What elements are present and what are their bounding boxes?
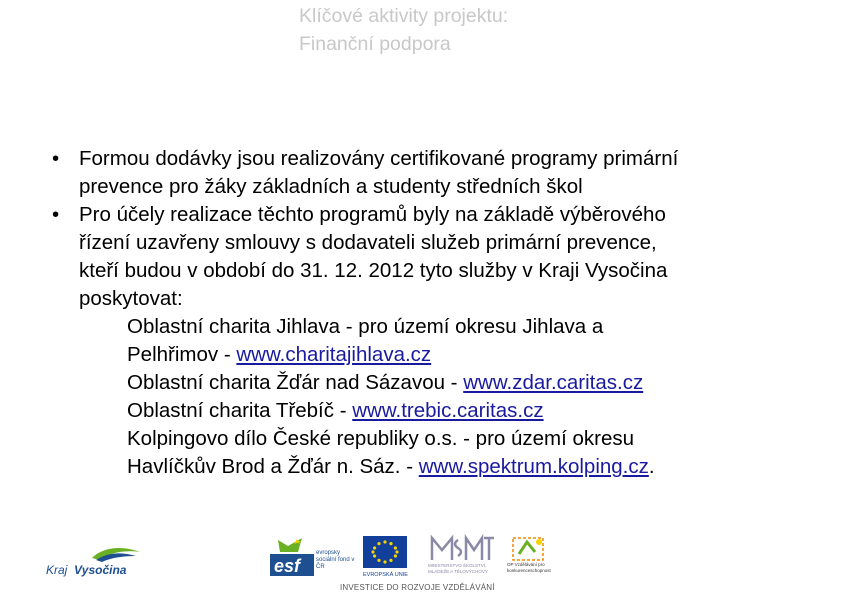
bullet-2-line-2: řízení uzavřeny smlouvy s dodavateli služeb primární prevence,: [79, 231, 657, 254]
provider-trebic-text: Oblastní charita Třebíč -: [127, 399, 353, 422]
provider-trebic: [127, 397, 812, 425]
op-vk-logo: [505, 532, 561, 578]
title-line-2: Finanční podpora: [299, 33, 451, 55]
kraj-vysocina-logo: [44, 544, 144, 580]
eu-flag-logo: [361, 536, 409, 578]
bullet-2-line-4: poskytovat:: [79, 287, 183, 310]
eu-logo-text: EVROPSKÁ UNIE: [363, 572, 408, 578]
title-line-1: Klíčové aktivity projektu:: [299, 5, 509, 27]
provider-zdar-text: Oblastní charita Žďár nad Sázavou -: [127, 371, 464, 394]
msmt-logo: [428, 532, 498, 578]
bullet-symbol: •: [52, 203, 60, 226]
link-charitajihlava[interactable]: www.charitajihlava.cz: [236, 343, 432, 366]
kraj-logo-text-1: Kraj: [46, 563, 68, 577]
provider-kolping-period: .: [648, 455, 655, 478]
provider-jihlava-text: Pelhřimov -: [127, 343, 237, 366]
bullet-1-line-2: prevence pro žáky základních a studenty středních škol: [79, 175, 583, 198]
link-trebic-caritas[interactable]: www.trebic.caritas.cz: [352, 399, 544, 422]
provider-zdar: [127, 369, 812, 397]
esf-side-text: evropský sociální fond v ČR: [316, 550, 355, 570]
msmt-logo-text: MINISTERSTVO ŠKOLSTVÍ, MLÁDEŽE A TĚLOVÝCHOVY: [428, 563, 488, 574]
slide-content: [52, 145, 812, 481]
link-spektrum-kolping[interactable]: www.spektrum.kolping.cz: [418, 455, 649, 478]
slide-title: [299, 2, 508, 58]
kraj-logo-text-2: Vysočina: [74, 563, 127, 577]
bullet-item-1: [52, 145, 812, 201]
bullet-2-line-1: Pro účely realizace těchto programů byly na základě výběrového: [79, 203, 666, 226]
op-logo-text: OP Vzdělávání pro konkurenceschopnost: [507, 562, 551, 573]
esf-logo: [268, 536, 356, 578]
link-zdar-caritas[interactable]: www.zdar.caritas.cz: [463, 371, 644, 394]
bullet-symbol: •: [52, 147, 60, 170]
provider-jihlava-line-2: [127, 341, 812, 369]
bullet-2-line-3: kteří budou v období do 31. 12. 2012 tyto služby v Kraji Vysočina: [79, 259, 668, 282]
provider-kolping-line-2: [127, 453, 812, 481]
provider-jihlava-line-1: Oblastní charita Jihlava - pro území okresu Jihlava a: [127, 315, 604, 338]
provider-kolping-text: Havlíčkův Brod a Žďár n. Sáz. -: [127, 455, 419, 478]
provider-kolping-line-1: Kolpingovo dílo České republiky o.s. - pro území okresu: [127, 427, 635, 450]
bullet-item-2: [52, 201, 812, 313]
bullet-1-line-1: Formou dodávky jsou realizovány certifikované programy primární: [79, 147, 679, 170]
investice-tagline: INVESTICE DO ROZVOJE VZDĚLÁVÁNÍ: [340, 583, 495, 592]
esf-logo-text: esf: [274, 556, 301, 576]
provider-list: [52, 313, 812, 481]
